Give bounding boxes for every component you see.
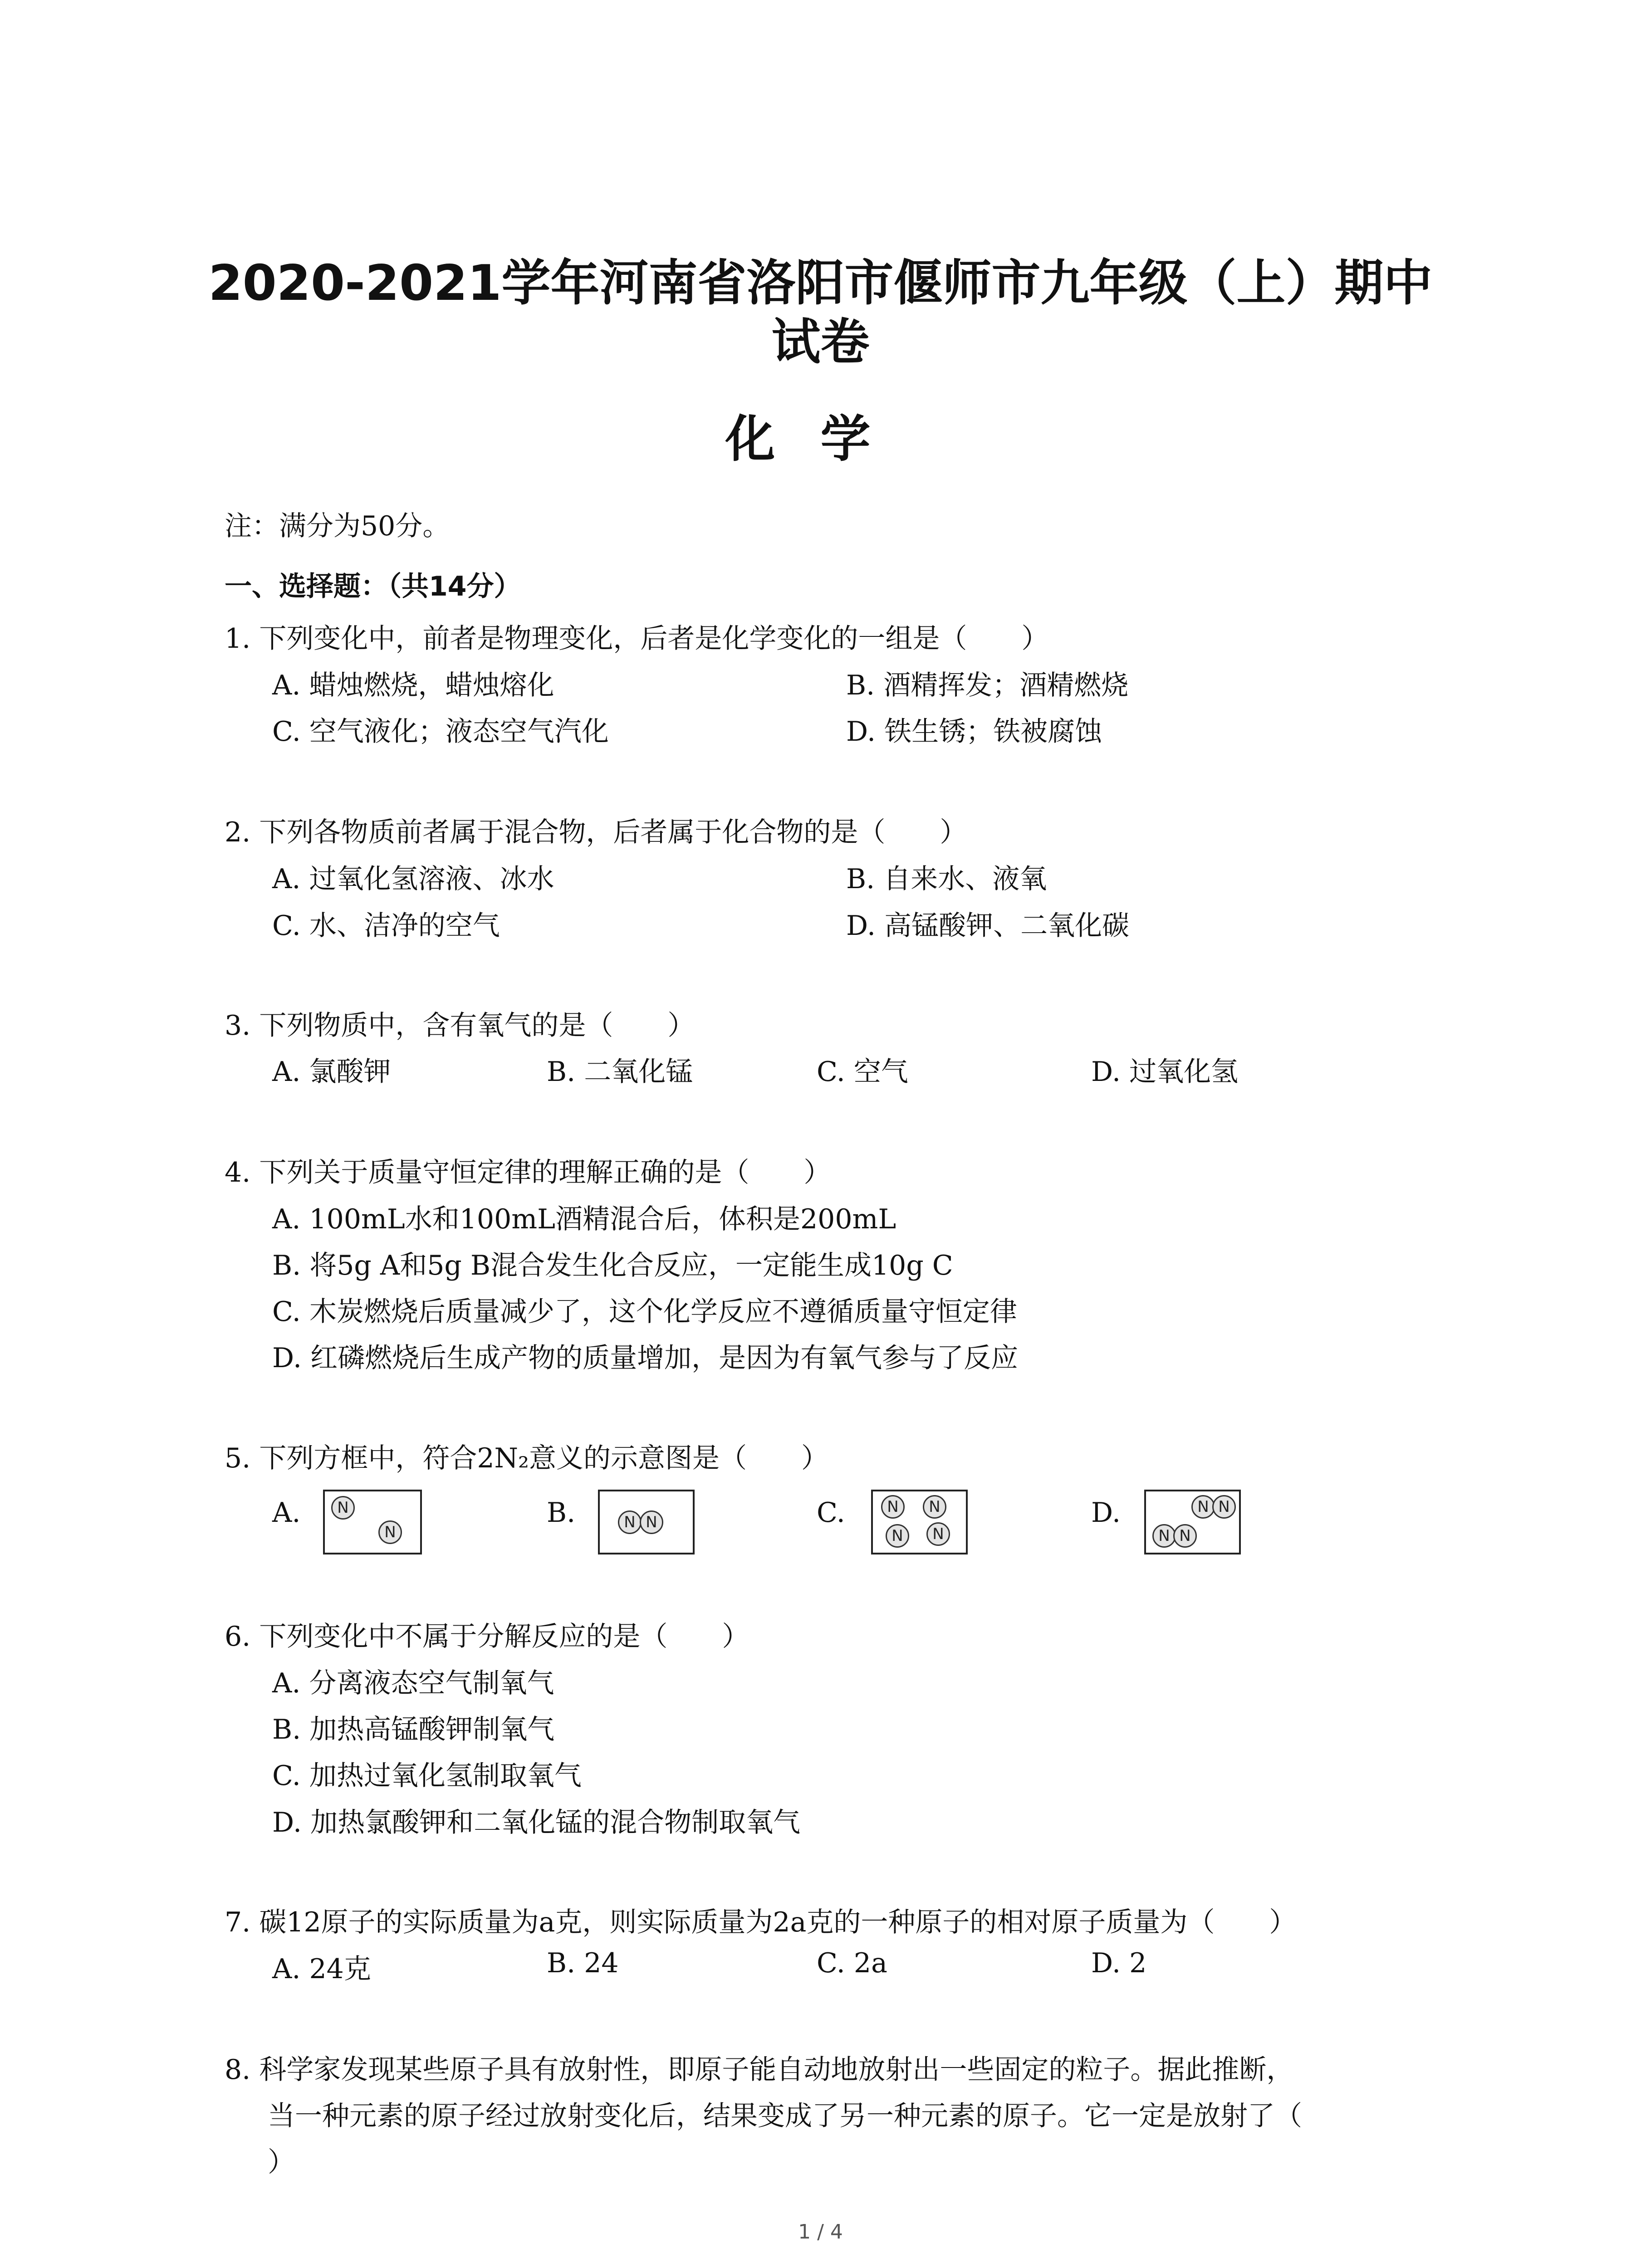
question-7-option-c: C. 2a xyxy=(817,1947,887,1979)
question-1-option-d: D. 铁生锈；铁被腐蚀 xyxy=(846,716,1102,748)
page-number: 1 / 4 xyxy=(798,2220,843,2244)
exam-title-line2: 试卷 xyxy=(771,314,870,371)
question-8-stem-line1: 8. 科学家发现某些原子具有放射性，即原子能自动地放射出一些固定的粒子。据此推断， xyxy=(225,2054,1294,2086)
option-d-diagram-box xyxy=(1144,1490,1241,1554)
subject-heading: 化学 xyxy=(725,410,916,468)
question-2-stem: 2. 下列各物质前者属于混合物，后者属于化合物的是（ ） xyxy=(225,816,967,848)
nitrogen-atom: N xyxy=(1152,1524,1176,1548)
section-heading: 一、选择题：（共14分） xyxy=(225,571,521,602)
question-4-option-b: B. 将5g A和5g B混合发生化合反应，一定能生成10g C xyxy=(272,1250,953,1281)
question-7-option-a: A. 24克 xyxy=(272,1953,371,1985)
nitrogen-atom: N xyxy=(923,1495,946,1519)
question-6-stem: 6. 下列变化中不属于分解反应的是（ ） xyxy=(225,1621,749,1652)
question-7-option-d: D. 2 xyxy=(1091,1947,1147,1979)
question-3-option-b: B. 二氧化锰 xyxy=(547,1056,693,1088)
nitrogen-atom: N xyxy=(1212,1495,1236,1519)
exam-title-line1: 2020-2021学年河南省洛阳市偃师市九年级（上）期中 xyxy=(208,255,1433,312)
question-3-option-a: A. 氯酸钾 xyxy=(272,1056,391,1088)
nitrogen-atom: N xyxy=(1173,1524,1197,1548)
question-5-stem: 5. 下列方框中，符合2N₂意义的示意图是（ ） xyxy=(225,1442,829,1474)
question-3-option-d: D. 过氧化氢 xyxy=(1091,1056,1239,1088)
question-7-option-b: B. 24 xyxy=(547,1947,619,1979)
question-3-stem: 3. 下列物质中，含有氧气的是（ ） xyxy=(225,1010,695,1041)
nitrogen-atom: N xyxy=(640,1510,663,1534)
question-4-option-a: A. 100mL水和100mL酒精混合后，体积是200mL xyxy=(272,1203,896,1235)
nitrogen-atom: N xyxy=(331,1496,355,1520)
nitrogen-atom: N xyxy=(618,1510,642,1534)
option-a-diagram-box xyxy=(323,1490,422,1554)
nitrogen-atom: N xyxy=(378,1520,402,1544)
question-1-option-a: A. 蜡烛燃烧，蜡烛熔化 xyxy=(272,670,554,701)
question-6-option-a: A. 分离液态空气制氧气 xyxy=(272,1667,554,1699)
question-4-stem: 4. 下列关于质量守恒定律的理解正确的是（ ） xyxy=(225,1157,831,1188)
question-5-option-b-label: B. xyxy=(547,1497,576,1529)
question-8-stem-line3: ） xyxy=(268,2146,295,2178)
question-2-option-c: C. 水、洁净的空气 xyxy=(272,910,500,942)
nitrogen-atom: N xyxy=(881,1495,905,1519)
nitrogen-atom: N xyxy=(1191,1495,1215,1519)
question-2-option-a: A. 过氧化氢溶液、冰水 xyxy=(272,863,554,895)
question-4-option-d: D. 红磷燃烧后生成产物的质量增加，是因为有氧气参与了反应 xyxy=(272,1342,1019,1374)
option-b-diagram-box xyxy=(598,1490,695,1554)
question-7-stem: 7. 碳12原子的实际质量为a克，则实际质量为2a克的一种原子的相对原子质量为（ ） xyxy=(225,1906,1297,1938)
question-1-stem: 1. 下列变化中，前者是物理变化，后者是化学变化的一组是（ ） xyxy=(225,623,1049,655)
nitrogen-atom: N xyxy=(926,1522,950,1546)
question-5-option-c-label: C. xyxy=(817,1497,845,1529)
question-6-option-c: C. 加热过氧化氢制取氧气 xyxy=(272,1760,582,1792)
question-6-option-b: B. 加热高锰酸钾制氧气 xyxy=(272,1714,555,1745)
question-5-option-d-label: D. xyxy=(1091,1497,1121,1529)
question-4-option-c: C. 木炭燃烧后质量减少了，这个化学反应不遵循质量守恒定律 xyxy=(272,1296,1017,1328)
question-2-option-b: B. 自来水、液氧 xyxy=(846,863,1047,895)
option-c-diagram-box xyxy=(871,1490,968,1554)
question-3-option-c: C. 空气 xyxy=(817,1056,908,1088)
question-1-option-c: C. 空气液化；液态空气汽化 xyxy=(272,716,609,748)
question-5-option-a-label: A. xyxy=(272,1497,301,1529)
question-6-option-d: D. 加热氯酸钾和二氧化锰的混合物制取氧气 xyxy=(272,1807,801,1838)
question-8-stem-line2: 当一种元素的原子经过放射变化后，结果变成了另一种元素的原子。它一定是放射了（ xyxy=(268,2100,1302,2132)
question-2-option-d: D. 高锰酸钾、二氧化碳 xyxy=(846,910,1130,942)
score-note: 注：满分为50分。 xyxy=(225,510,450,542)
nitrogen-atom: N xyxy=(886,1524,909,1548)
question-1-option-b: B. 酒精挥发；酒精燃烧 xyxy=(846,670,1129,701)
